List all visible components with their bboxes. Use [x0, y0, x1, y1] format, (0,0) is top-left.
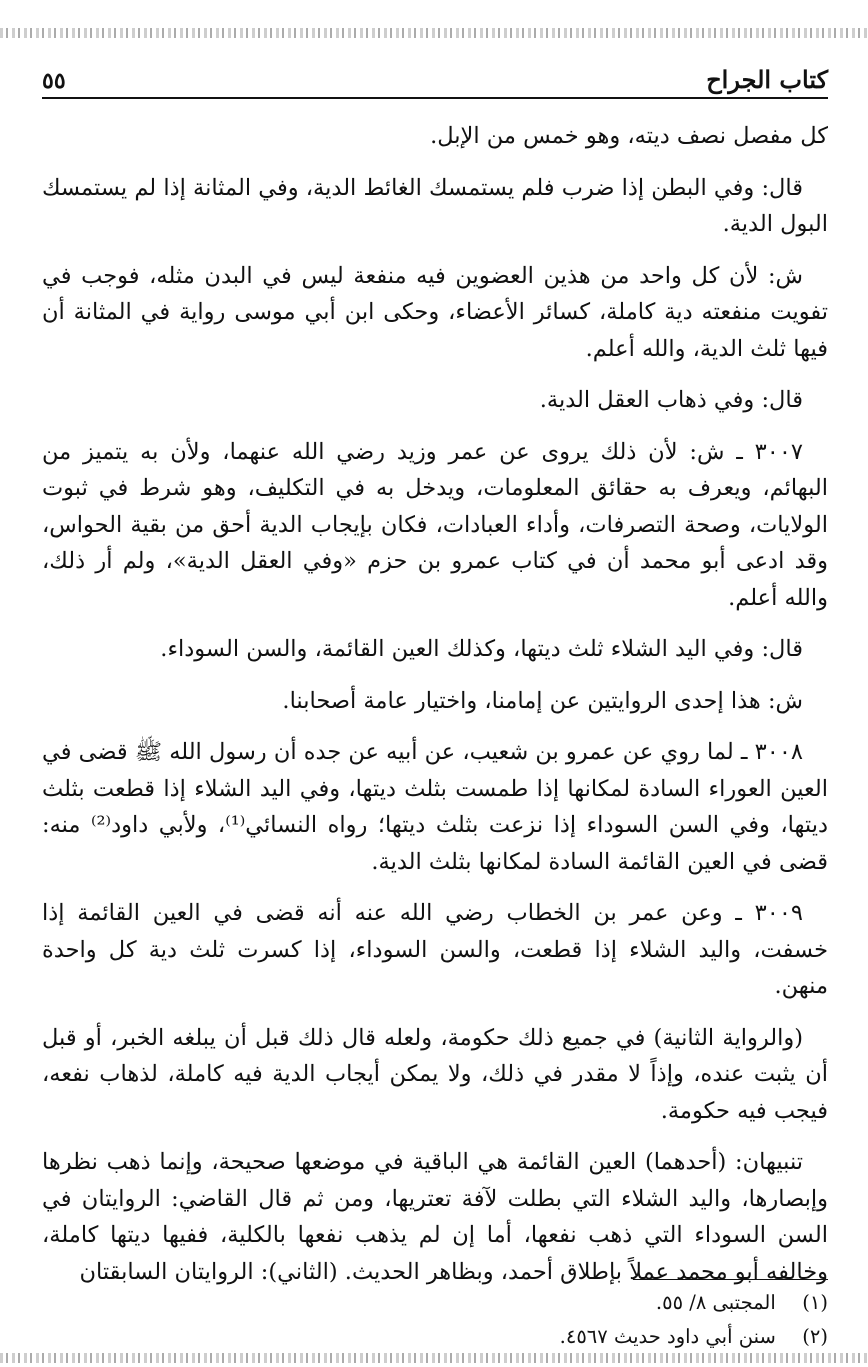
- paragraph-7: ش: هذا إحدى الروايتين عن إمامنا، واختيار عامة أصحابنا.: [282, 687, 803, 714]
- footnote-text: المجتبى ٨/ ٥٥.: [655, 1291, 776, 1314]
- footnote-rule: [633, 1279, 828, 1280]
- page-number: ٥٥: [42, 68, 66, 94]
- paragraph-10: (والرواية الثانية) في جميع ذلك حكومة، ولعله قال ذلك قبل أن يبلغه الخبر، أو قبل أن يثبت عنده، وإذاً لا مقدر في ذلك، ولا يمكن أيجاب الدية فيه كاملة، لذهاب نفعه، فيجب فيه حكومة.: [42, 1024, 828, 1124]
- footnotes: [48, 1286, 828, 1354]
- paragraph-9: ٣٠٠٩ ـ وعن عمر بن الخطاب رضي الله عنه أنه قضى في العين القائمة إذا خسفت، واليد الشلاء إذا قطعت، والسن السوداء، إذا كسرت ثلث دية كل واحدة منهن.: [42, 900, 828, 999]
- footnote-text: سنن أبي داود حديث ٤٥٦٧.: [559, 1325, 776, 1348]
- footnote-2: [48, 1320, 828, 1354]
- paragraph-3: ش: لأن كل واحد من هذين العضوين فيه منفعة ليس في البدن مثله، فوجب في تفويت منفعته دية كاملة، كسائر الأعضاء، وحكى ابن أبي موسى رواية في المثانة أن فيها ثلث الدية، والله أعلم.: [42, 262, 828, 362]
- footnote-number: (١): [802, 1291, 828, 1314]
- footnote-number: (٢): [802, 1325, 828, 1348]
- page-header: [42, 60, 828, 94]
- bottom-ornamental-border: [0, 1353, 868, 1363]
- paragraph-11: تنبيهان: (أحدهما) العين القائمة هي الباقية في موضعها صحيحة، وإنما ذهب نظرها وإبصارها، واليد الشلاء التي بطلت لآفة تعتريها، ومن ثم قال القاضي: الروايتان في السن السوداء التي ذهب نفعها، أما إن لم يذهب نفعها بالكلية، ففيها ديتها كاملة، وخالفه أبو محمد عملاً بإطلاق أحمد، وبظاهر الحديث. (الثاني): الروايتان السابقتان: [42, 1149, 828, 1285]
- paragraph-2: قال: وفي البطن إذا ضرب فلم يستمسك الغائط الدية، وفي المثانة إذا لم يستمسك البول الدية.: [42, 174, 828, 237]
- footnote-1: [48, 1286, 828, 1320]
- paragraph-4: قال: وفي ذهاب العقل الدية.: [539, 387, 803, 413]
- paragraph-5: ٣٠٠٧ ـ ش: لأن ذلك يروى عن عمر وزيد رضي الله عنهما، ولأن به يتميز من البهائم، ويعرف به حقائق المعلومات، ويدخل به في التكليف، وهو شرط في ثبوت الولايات، وصحة التصرفات، وأداء العبادات، فكان بإيجاب الدية أحق من بقية الحواس، وقد ادعى أبو محمد أن في كتاب عمرو بن حزم «وفي العقل الدية»، ولم أر ذلك، والله أعلم.: [42, 438, 828, 611]
- paragraph-6: قال: وفي اليد الشلاء ثلث ديتها، وكذلك العين القائمة، والسن السوداء.: [160, 636, 803, 662]
- paragraph-1: كل مفصل نصف ديته، وهو خمس من الإبل.: [430, 123, 828, 149]
- running-title: كتاب الجراح: [706, 65, 828, 94]
- paragraph-8: ٣٠٠٨ ـ لما روي عن عمرو بن شعيب، عن أبيه عن جده أن رسول الله ﷺ قضى في العين العوراء السادة لمكانها إذا طمست بثلث ديتها، وفي اليد الشلاء إذا قطعت بثلث ديتها، وفي السن السوداء إذا نزعت بثلث ديتها؛ رواه النسائي⁽¹⁾، ولأبي داود⁽²⁾ منه: قضى في العين القائمة السادة لمكانها بثلث الدية.: [42, 739, 828, 875]
- top-ornamental-border: [0, 28, 868, 38]
- body-text: [42, 118, 828, 1305]
- header-rule: [42, 97, 828, 99]
